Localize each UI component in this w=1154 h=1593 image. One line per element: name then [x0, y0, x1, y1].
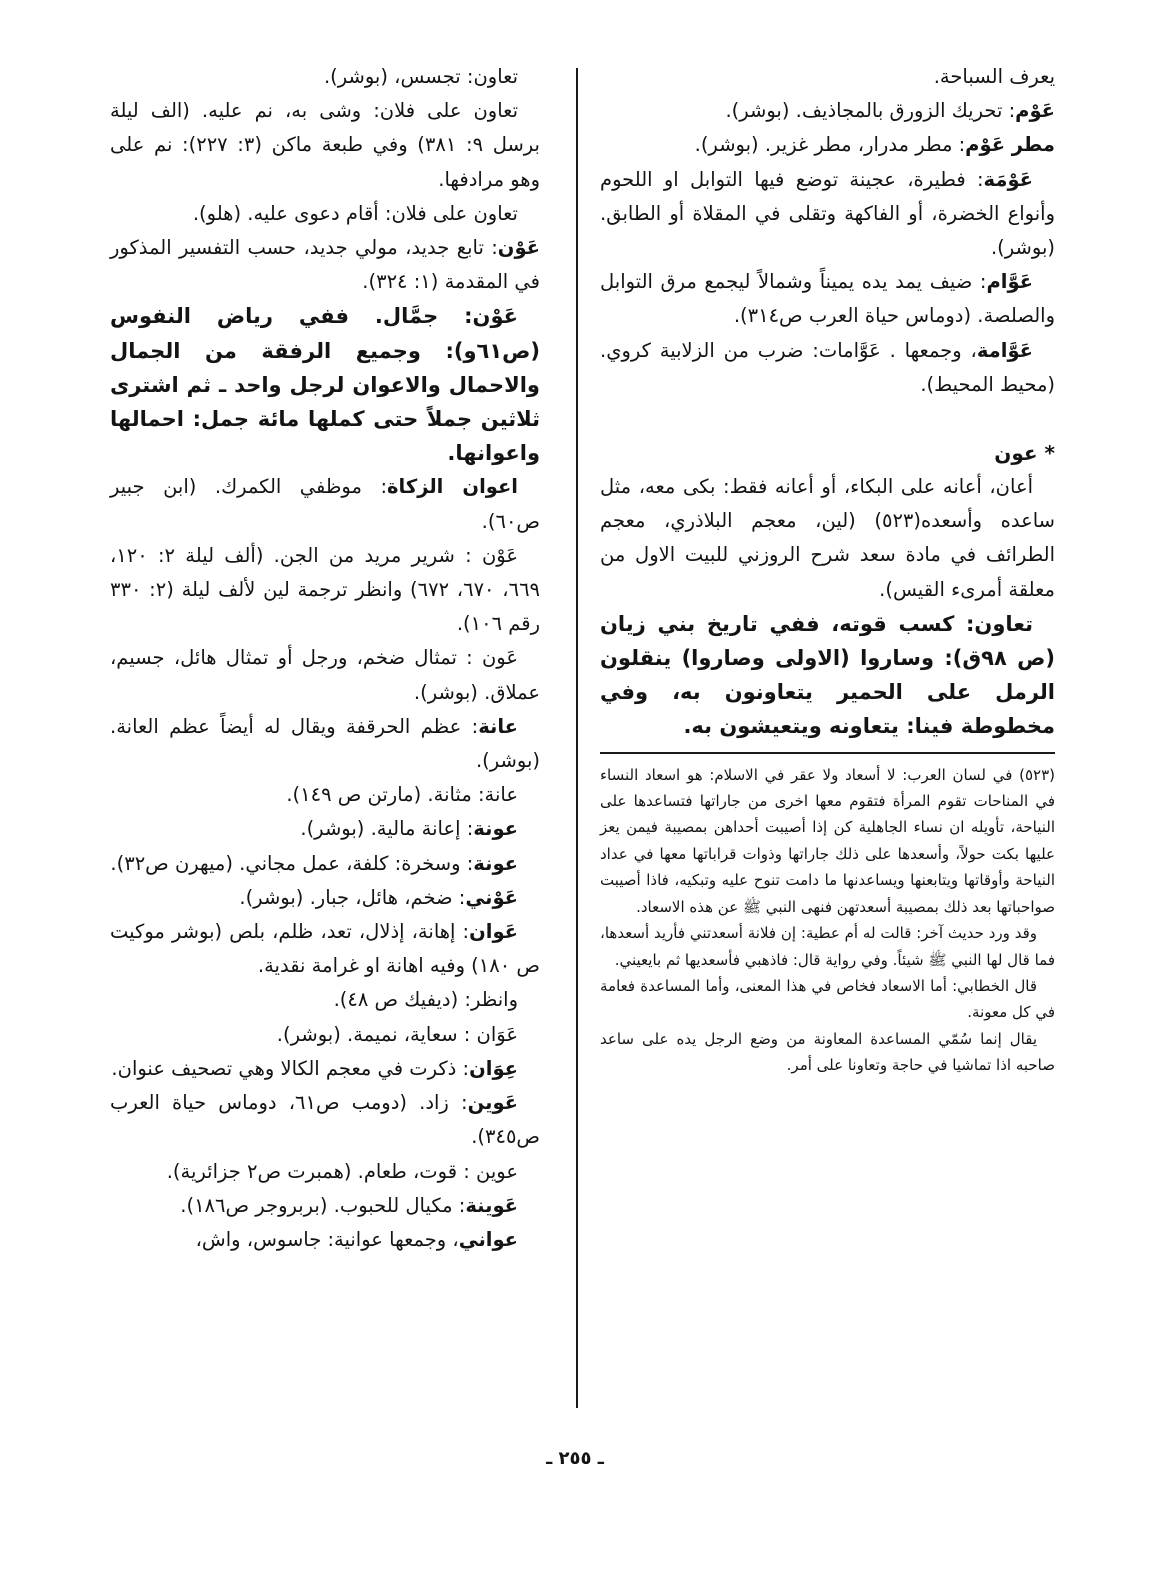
entry-ana: عانة: عظم الحرقفة ويقال له أيضاً عظم العانة. (بوشر). — [110, 714, 540, 773]
footnote-para: يقال إنما سُمّي المساعدة المعاونة من وضع الرجل يده على ساعد صاحبه اذا تماشيا في حاجة وتعاونا على أمر. — [600, 1029, 1055, 1075]
entry-see-also: وانظر: (ديفيك ص ٤٨). — [333, 988, 518, 1012]
entry-awma: عَوْمَة: فطيرة، عجينة توضع فيها التوابل او اللحوم وأنواع الخضرة، أو الفاكهة وتقلى في المقلاة أو الطابق. (بوشر). — [600, 167, 1055, 260]
entry-line: يعرف السباحة. — [933, 65, 1055, 88]
entry-awan-zakat: اعوان الزكاة: موظفي الكمرك. (ابن جبير ص٦٠). — [110, 475, 540, 533]
entry-taawun: تعاون: كسب قوته، ففي تاريخ بني زيان (ص ٩٨ق): وساروا (الاولى وصاروا) ينقلون الرمل على الحمير يتعاونون به، وفي مخطوطة فينا: يتعاونه ويتعيشون به. — [600, 611, 1055, 739]
entry-awn-follower: عَوْن: تابع جديد، مولي جديد، حسب التفسير المذكور في المقدمة (١: ٣٢٤). — [110, 236, 540, 294]
entry-awna-sukhra: عونة: وسخرة: كلفة، عمل مجاني. (ميهرن ص٣٢). — [110, 851, 518, 875]
entry-taawun-spy: تعاون: تجسس، (بوشر). — [323, 65, 518, 88]
entry-awin-food: عوين : قوت، طعام. (همبرت ص٢ جزائرية). — [166, 1159, 518, 1183]
entry-awani: عواني، وجمعها عوانية: جاسوس، واش، — [195, 1227, 518, 1251]
page-number: ـ ٢٥٥ ـ — [546, 1448, 604, 1469]
footnote-para: قال الخطابي: أما الاسعاد فخاص في هذا المعنى، وأما المساعدة فعامة في كل معونة. — [600, 976, 1055, 1022]
right-column — [600, 60, 1055, 1079]
entry-taawun-ala: تعاون على فلان: وشى به، نم عليه. (الف ليلة برسل ٩: ٣٨١) وفي طبعة ماكن (٣: ٢٢٧): نم على وهو مرادفها. — [110, 99, 540, 191]
entry-iwan: عِوَان: ذكرت في معجم الكالا وهي تصحيف عنوان. — [111, 1056, 518, 1080]
entry-ana-bladder: عانة: مثانة. (مارتن ص ١٤٩). — [286, 783, 518, 807]
entry-taawun-dawa: تعاون على فلان: أقام دعوى عليه. (هلو). — [192, 201, 518, 225]
entry-awwam: عَوَّام: ضيف يمد يده يميناً وشمالاً ليجمع مرق التوابل والصلصة. (دوماس حياة العرب ص٣١٤). — [600, 270, 1055, 328]
entry-awn-statue: عَون : تمثال ضخم، ورجل أو تمثال هائل، جسيم، عملاق. (بوشر). — [110, 646, 540, 704]
entry-matar-awm: مطر عَوْم: مطر مدرار، مطر غزير. (بوشر). — [694, 133, 1055, 157]
right-top-entries — [600, 60, 1055, 402]
left-column — [110, 60, 540, 1257]
entry-awm: عَوْم: تحريك الزورق بالمجاذيف. (بوشر). — [725, 99, 1055, 123]
footnote-para: وقد ورد حديث آخر: قالت له أم عطية: إن فلانة أسعدتني فأريد أسعدها، فما قال لها النبي ﷺ شيئاً. وفي رواية قال: فاذهبي فأسعديها ثم بايعيني. — [600, 924, 1055, 969]
entry-awan-gossip: عَوَان : سعاية، نميمة. (بوشر). — [276, 1022, 518, 1046]
footnote-523: (٥٢٣) في لسان العرب: لا أسعاد ولا عقر في الاسلام: هو اسعاد النساء في المناحات تقوم المرأة فتقوم معها اخرى من جاراتها فتساعدها على النياحة، تأويله ان نساء الجاهلية كن إذا أصيبت أحداهن بمصيبة فيمن يعز عليها بكت حولاً، وأسعدها على ذلك جاراتها وذوات قراباتها معها في عداد النياحة وأوقاتها ويتابعنها ويساعدنها ما دامت تنوح عليه وتبكيه، فاذا أصيبت صواحباتها بعد ذلك بمصيبة أسعدتهن فنهى النبي ﷺ عن هذه الاسعاد. — [600, 765, 1055, 916]
entry-awn-jinn: عَوْن : شرير مريد من الجن. (ألف ليلة ٢: ١٢٠، ٦٦٩، ٦٧٠، ٦٧٢) وانظر ترجمة لين لألف ليلة (٢: ٣٣٠ رقم ١٠٦). — [110, 543, 541, 636]
footnotes — [600, 762, 1055, 1079]
entry-awwama: عَوَّامة، وجمعها . عَوَّامات: ضرب من الزلابية كروي. (محيط المحيط). — [600, 338, 1055, 396]
entry-awina: عَوينة: مكيال للحبوب. (بربروجر ص١٨٦). — [180, 1193, 518, 1217]
column-divider — [576, 68, 578, 1408]
root-heading: * عون — [994, 441, 1055, 466]
entry-aan: أعان، أعانه على البكاء، أو أعانه فقط: بكى معه، مثل ساعده وأسعده(٥٢٣) (لين، معجم البلاذري، معجم الطرائف في مادة سعد شرح الروزني للبيت الاول من معلقة أمرىء القيس). — [600, 475, 1056, 601]
footnote-rule — [600, 752, 1055, 754]
entry-awin: عَوين: زاد. (دومب ص٦١، دوماس حياة العرب ص٣٤٥). — [110, 1091, 540, 1149]
entry-awni: عَوْني: ضخم، هائل، جبار. (بوشر). — [239, 885, 518, 909]
entry-awan-insult: عَوان: إهانة، إذلال، تعد، ظلم، بلص (بوشر موكيت ص ١٨٠) وفيه اهانة او غرامة نقدية. — [110, 920, 540, 978]
entry-awn-camel: عَوْن: جمَّال. ففي رياض النفوس (ص٦١و): وجميع الرفقة من الجمال والاحمال والاعوان لرجل واحد ـ ثم اشترى ثلاثين جملاً حتى كملها مائة جمل: احمالها واعوانها. — [110, 304, 540, 466]
entry-awna: عونة: إعانة مالية. (بوشر). — [300, 817, 518, 841]
